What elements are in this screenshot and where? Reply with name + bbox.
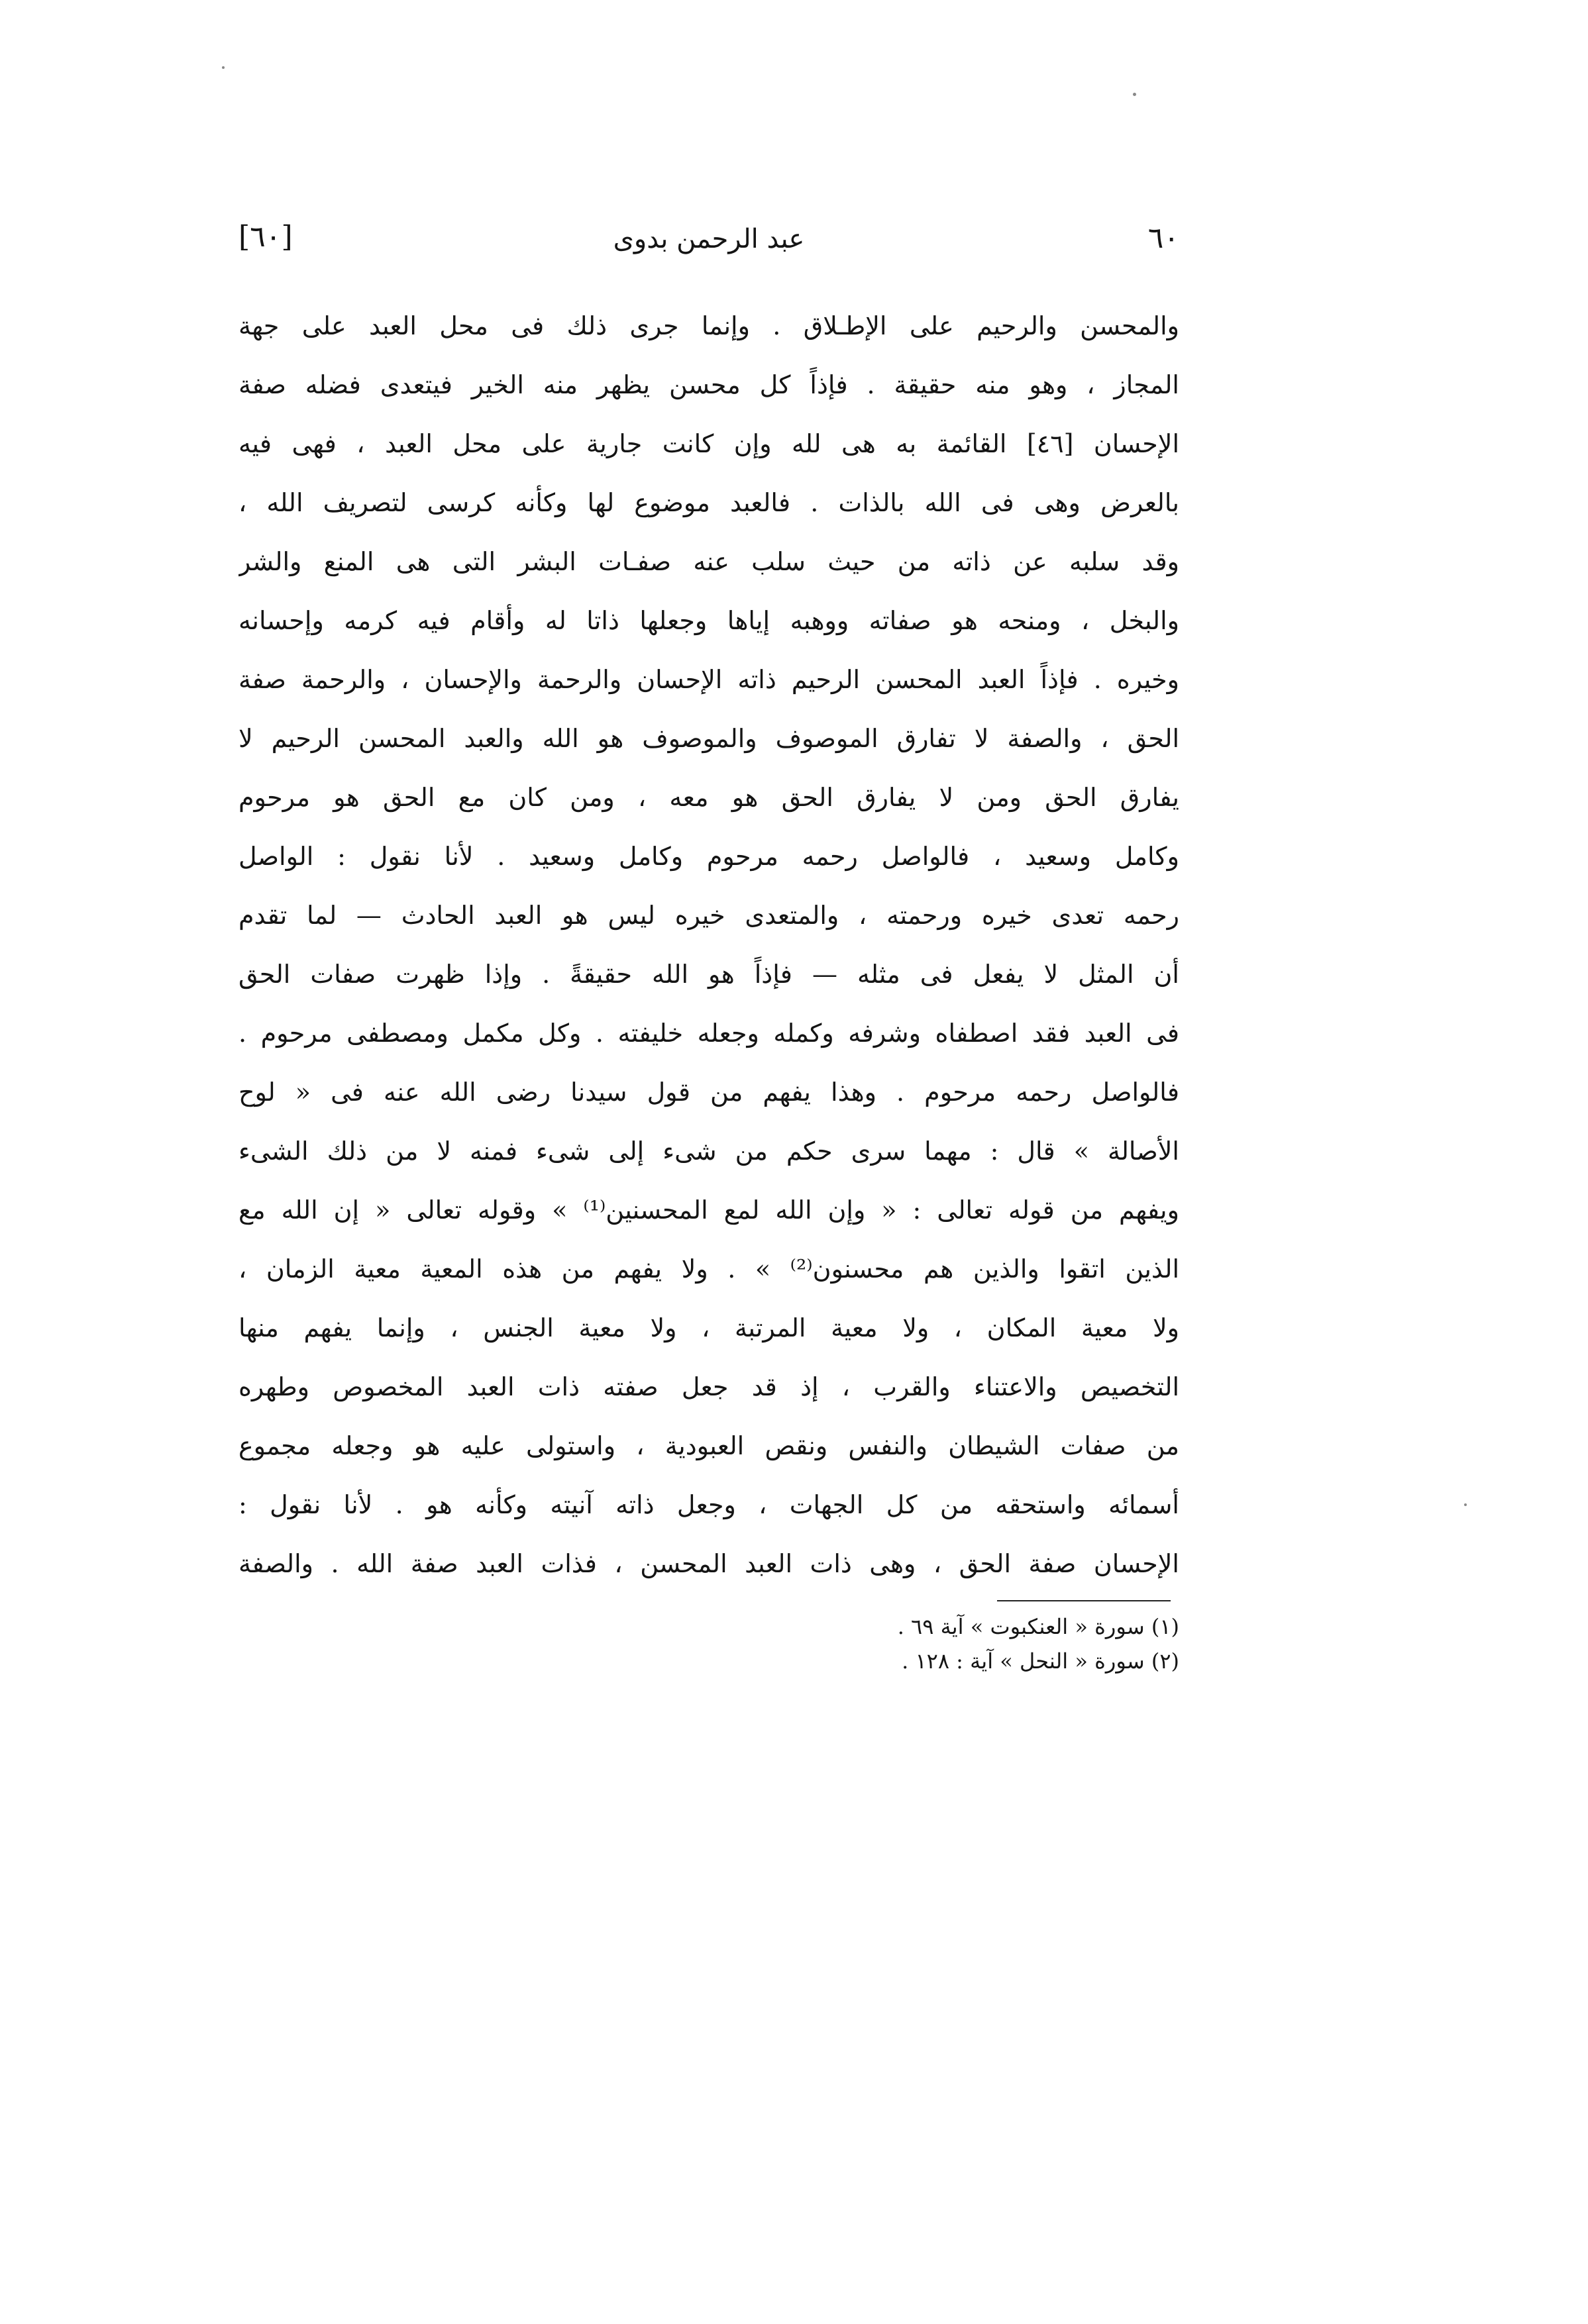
text-line: الإحسان صفة الحق ، وهى ذات العبد المحسن ، فذات العبد صفة الله . والصفة xyxy=(238,1549,1179,1578)
footnote: (١) سورة « العنكبوت » آية ٦٩ . xyxy=(897,1614,1179,1639)
footnotes xyxy=(596,1609,1179,1678)
text-line: التخصيص والاعتناء والقرب ، إذ قد جعل صفته ذات العبد المخصوص وطهره xyxy=(238,1372,1179,1401)
original-page-reference: [٦٠] xyxy=(238,220,293,254)
scan-speck xyxy=(1464,1503,1467,1506)
text-line: الإحسان [٤٦] القائمة به هى لله وإن كانت جارية على محل العبد ، فهى فيه xyxy=(238,429,1179,458)
text-line: الذين اتقوا والذين هم محسنون⁽²⁾ » . ولا يفهم من هذه المعية معية الزمان ، xyxy=(238,1254,1179,1284)
text-line: الأصالة » قال : مهما سرى حكم من شىء إلى شىء فمنه لا من ذلك الشىء xyxy=(238,1137,1179,1166)
text-line: فى العبد فقد اصطفاه وشرفه وكمله وجعله خليفته . وكل مكمل ومصطفى مرحوم . xyxy=(238,1019,1179,1048)
footnote-separator xyxy=(997,1600,1171,1601)
scan-speck xyxy=(1133,93,1136,96)
text-line: وخيره . فإذاً العبد المحسن الرحيم ذاته الإحسان والرحمة والإحسان ، والرحمة صفة xyxy=(238,665,1179,694)
text-line: أسمائه واستحقه من كل الجهات ، وجعل ذاته آنيته وكأنه هو . لأنا نقول : xyxy=(238,1490,1179,1519)
text-line: والبخل ، ومنحه هو صفاته ووهبه إياها وجعلها ذاتا له وأقام فيه كرمه وإحسانه xyxy=(238,606,1179,635)
author-name: عبد الرحمن بدوى xyxy=(613,224,805,254)
text-line: المجاز ، وهو منه حقيقة . فإذاً كل محسن يظهر منه الخير فيتعدى فضله صفة xyxy=(238,370,1179,399)
text-line: ويفهم من قوله تعالى : « وإن الله لمع المحسنين⁽¹⁾ » وقوله تعالى « إن الله مع xyxy=(238,1195,1179,1225)
page-number: ٦٠ xyxy=(1147,221,1179,255)
text-line: رحمه تعدى خيره ورحمته ، والمتعدى خيره ليس هو العبد الحادث — لما تقدم xyxy=(238,901,1179,930)
footnote: (٢) سورة « النحل » آية : ١٢٨ . xyxy=(902,1648,1179,1674)
text-line: والمحسن والرحيم على الإطـلاق . وإنما جرى ذلك فى محل العبد على جهة xyxy=(238,311,1179,340)
text-line: فالواصل رحمه مرحوم . وهذا يفهم من قول سيدنا رضى الله عنه فى « لوح xyxy=(238,1078,1179,1107)
text-line: وقد سلبه عن ذاته من حيث سلب عنه صفـات البشر التى هى المنع والشر xyxy=(238,547,1179,576)
text-line: ولا معية المكان ، ولا معية المرتبة ، ولا معية الجنس ، وإنما يفهم منها xyxy=(238,1313,1179,1342)
text-line: من صفات الشيطان والنفس ونقص العبودية ، واستولى عليه هو وجعله مجموع xyxy=(238,1431,1179,1460)
running-head xyxy=(238,213,1179,273)
body-text xyxy=(238,297,1179,1593)
text-line: الحق ، والصفة لا تفارق الموصوف والموصوف هو الله والعبد المحسن الرحيم لا xyxy=(238,724,1179,753)
text-line: أن المثل لا يفعل فى مثله — فإذاً هو الله حقيقةً . وإذا ظهرت صفات الحق xyxy=(238,960,1179,989)
text-line: بالعرض وهى فى الله بالذات . فالعبد موضوع لها وكأنه كرسى لتصريف الله ، xyxy=(238,488,1179,517)
text-line: يفارق الحق ومن لا يفارق الحق هو معه ، ومن كان مع الحق هو مرحوم xyxy=(238,783,1179,812)
scan-speck xyxy=(222,66,225,69)
text-line: وكامل وسعيد ، فالواصل رحمه مرحوم وكامل وسعيد . لأنا نقول : الواصل xyxy=(238,842,1179,871)
